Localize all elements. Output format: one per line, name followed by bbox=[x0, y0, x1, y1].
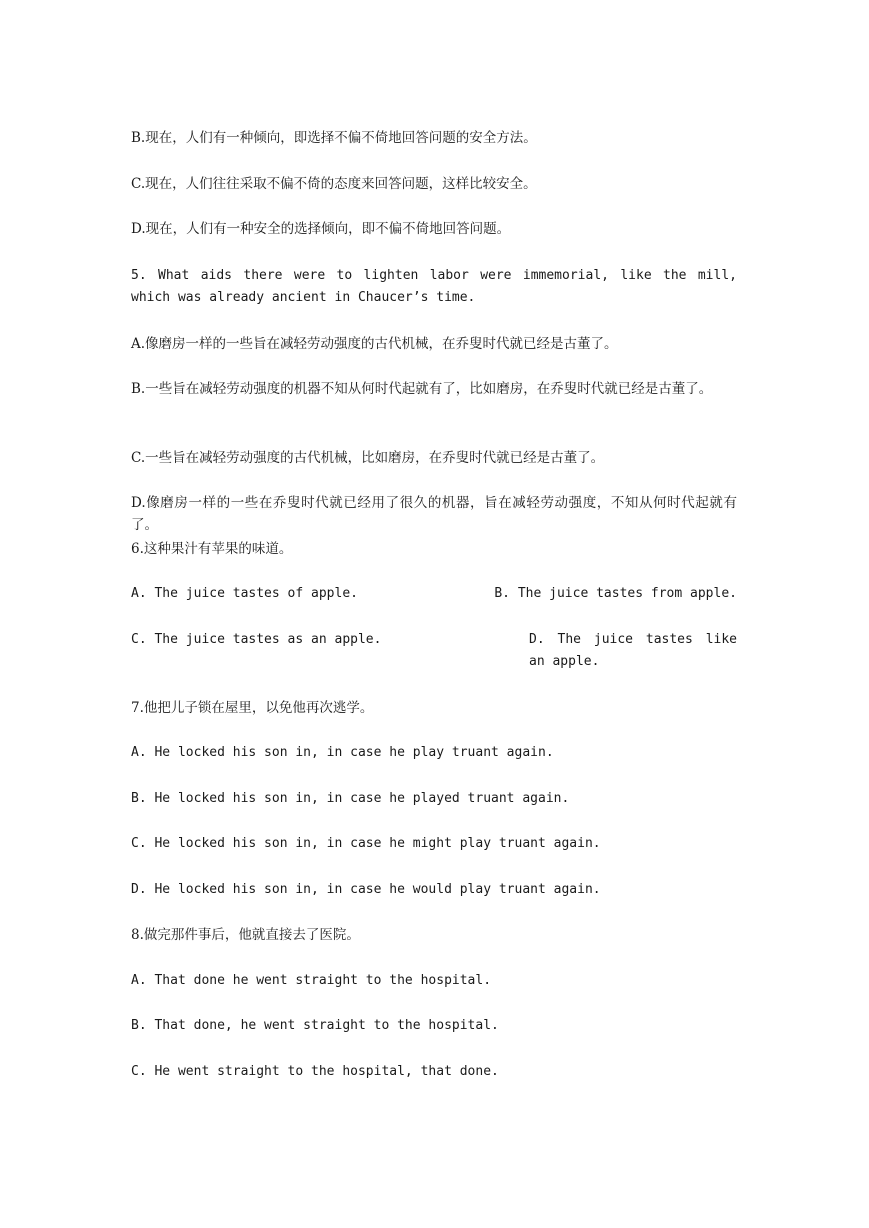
q5-stem: 5. What aids there were to lighten labor were immemorial, like the mill, which was already ancient in Chaucer’s time. bbox=[131, 268, 737, 305]
q4-option-b: B.现在，人们有一种倾向，即选择不偏不倚地回答问题的安全方法。 bbox=[131, 130, 537, 146]
q6-option-c: C. The juice tastes as an apple. bbox=[131, 632, 382, 647]
q7-stem: 7.他把儿子锁在屋里，以免他再次逃学。 bbox=[131, 700, 374, 716]
q6-option-a: A. The juice tastes of apple. bbox=[131, 586, 358, 601]
q7-option-a: A. He locked his son in, in case he play truant again. bbox=[131, 745, 554, 760]
q6-stem: 6.这种果汁有苹果的味道。 bbox=[131, 541, 293, 557]
q5-option-c: C.一些旨在减轻劳动强度的古代机械，比如磨房，在乔叟时代就已经是古董了。 bbox=[131, 450, 605, 466]
q6-option-d: D. The juice tastes like an apple. bbox=[529, 632, 737, 669]
q7-option-d: D. He locked his son in, in case he would play truant again. bbox=[131, 882, 601, 897]
q6-options-row-1 bbox=[131, 583, 737, 605]
q5-option-d: D.像磨房一样的一些在乔叟时代就已经用了很久的机器，旨在减轻劳动强度，不知从何时代起就有了。 bbox=[131, 495, 737, 533]
q5-option-a: A.像磨房一样的一些旨在减轻劳动强度的古代机械，在乔叟时代就已经是古董了。 bbox=[131, 336, 618, 352]
q7-option-c: C. He locked his son in, in case he might play truant again. bbox=[131, 836, 601, 851]
q8-stem: 8.做完那件事后，他就直接去了医院。 bbox=[131, 927, 360, 943]
q6-option-b: B. The juice tastes from apple. bbox=[494, 586, 737, 601]
q8-option-a: A. That done he went straight to the hospital. bbox=[131, 973, 492, 988]
q4-option-d: D.现在，人们有一种安全的选择倾向，即不偏不倚地回答问题。 bbox=[131, 221, 511, 237]
q5-option-b: B.一些旨在减轻劳动强度的机器不知从何时代起就有了，比如磨房，在乔叟时代就已经是古董了。 bbox=[131, 381, 713, 397]
q8-option-c: C. He went straight to the hospital, that done. bbox=[131, 1064, 499, 1079]
q8-option-b: B. That done, he went straight to the hospital. bbox=[131, 1018, 499, 1033]
q4-option-c: C.现在，人们往往采取不偏不倚的态度来回答问题，这样比较安全。 bbox=[131, 176, 537, 192]
q6-option-d-wrap bbox=[131, 629, 737, 673]
q7-option-b: B. He locked his son in, in case he played truant again. bbox=[131, 791, 570, 806]
